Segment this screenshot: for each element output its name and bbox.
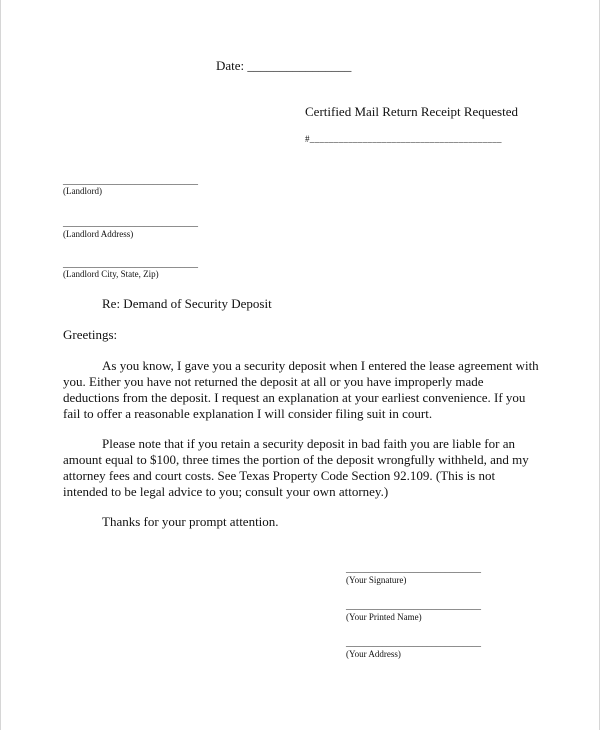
your-address-line: ______________________________ xyxy=(346,638,481,648)
greeting: Greetings: xyxy=(63,327,118,342)
subject-line: Re: Demand of Security Deposit xyxy=(102,296,272,311)
signature-line: ______________________________ xyxy=(346,564,481,574)
landlord-city-line: ______________________________ xyxy=(63,259,198,269)
landlord-address-line: ______________________________ xyxy=(63,218,198,228)
landlord-address-label: (Landlord Address) xyxy=(63,229,134,239)
certified-mail-heading: Certified Mail Return Receipt Requested xyxy=(305,104,518,119)
your-address-label: (Your Address) xyxy=(346,649,401,659)
closing-line: Thanks for your prompt attention. xyxy=(102,514,279,529)
printed-name-label: (Your Printed Name) xyxy=(346,612,422,622)
paragraph-second xyxy=(63,436,541,500)
date-line: Date: ________________ xyxy=(216,58,352,73)
paragraph-first xyxy=(63,358,541,422)
landlord-name-line: ______________________________ xyxy=(63,176,198,186)
landlord-city-label: (Landlord City, State, Zip) xyxy=(63,269,159,279)
landlord-name-label: (Landlord) xyxy=(63,186,102,196)
certified-number-line: #________________________________________ xyxy=(305,134,502,144)
printed-name-line: ______________________________ xyxy=(346,601,481,611)
paragraph-first-text: As you know, I gave you a security deposit when I entered the lease agreement with you. Either you have not returned the deposit at all or you have improperly made deductions from the deposit. I request an explanation at your earliest convenience. If you fail to offer a reasonable explanation I will consider filing suit in court. xyxy=(63,358,539,421)
signature-label: (Your Signature) xyxy=(346,575,407,585)
paragraph-second-text: Please note that if you retain a security deposit in bad faith you are liable for an amount equal to $100, three times the portion of the deposit wrongfully withheld, and my attorney fees and court costs. See Texas Property Code Section 92.109. (This is not intended to be legal advice to you; consult your own attorney.) xyxy=(63,436,529,499)
